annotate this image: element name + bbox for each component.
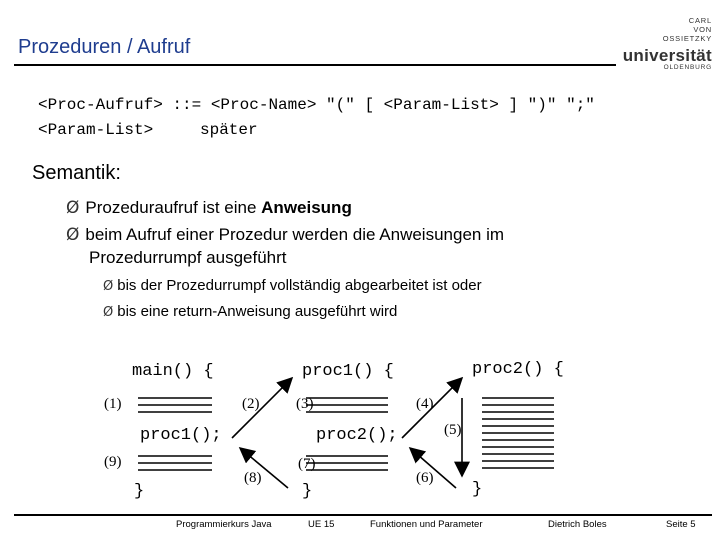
syntax-line-2-param: <Param-List> (38, 121, 154, 139)
bullet-2-line-2: Prozedurrumpf ausgeführt (89, 248, 287, 267)
sub-bullet-arrow-icon: Ø (103, 305, 114, 320)
logo-line3: OSSIETZKY (662, 34, 712, 43)
step-3-label: (3) (296, 396, 314, 412)
bullet-arrow-icon: Ø (66, 198, 80, 218)
footer-unit: UE 15 (308, 519, 335, 530)
step-5-label: (5) (444, 422, 462, 438)
proc1-header: proc1() { (302, 362, 394, 381)
step-8-label: (8) (244, 470, 262, 486)
sub-bullet-arrow-icon: Ø (103, 279, 114, 294)
sub-bullet-2-text: bis eine return-Anweisung ausgeführt wird (117, 303, 398, 320)
syntax-line-2-note: später (200, 121, 258, 139)
step-1-label: (1) (104, 396, 122, 412)
step-9-label: (9) (104, 454, 122, 470)
proc2-close-brace: } (472, 480, 483, 499)
step-4-label: (4) (416, 396, 434, 412)
slide-title: Prozeduren / Aufruf (18, 36, 191, 58)
proc2-header: proc2() { (472, 360, 564, 379)
step-6-label: (6) (416, 470, 434, 486)
logo-city: OLDENBURG (663, 64, 712, 71)
proc1-call-statement: proc2(); (316, 426, 398, 445)
step-2-label: (2) (242, 396, 260, 412)
footer-divider (14, 514, 712, 516)
bullet-1-text: Prozeduraufruf ist eine (85, 198, 262, 217)
step-7-label: (7) (298, 456, 316, 472)
sub-bullet-1-text: bis der Prozedurrumpf vollständig abgearbeitet ist oder (117, 277, 482, 294)
main-close-brace: } (134, 482, 145, 501)
proc1-close-brace: } (302, 482, 313, 501)
footer-page: Seite 5 (666, 519, 696, 530)
logo-line1: CARL (688, 16, 712, 25)
logo-name: universität (622, 46, 712, 65)
semantik-word: Semantik (32, 162, 116, 184)
main-header: main() { (132, 362, 214, 381)
main-call-statement: proc1(); (140, 426, 222, 445)
syntax-line-1: <Proc-Aufruf> ::= <Proc-Name> "(" [ <Param-List> ] ")" ";" (38, 96, 595, 114)
footer-course: Programmierkurs Java (176, 519, 272, 530)
footer-topic: Funktionen und Parameter (370, 519, 483, 530)
proc2-body-lines (482, 398, 554, 468)
bullet-2-line-1: beim Aufruf einer Prozedur werden die Anweisungen im (85, 225, 505, 244)
arrow-2 (232, 378, 292, 438)
footer-author: Dietrich Boles (548, 519, 607, 530)
bullet-arrow-icon: Ø (66, 225, 80, 245)
semantik-colon: : (115, 162, 121, 184)
bullet-1-bold: Anweisung (261, 198, 352, 217)
logo-line2: VON (693, 25, 712, 34)
